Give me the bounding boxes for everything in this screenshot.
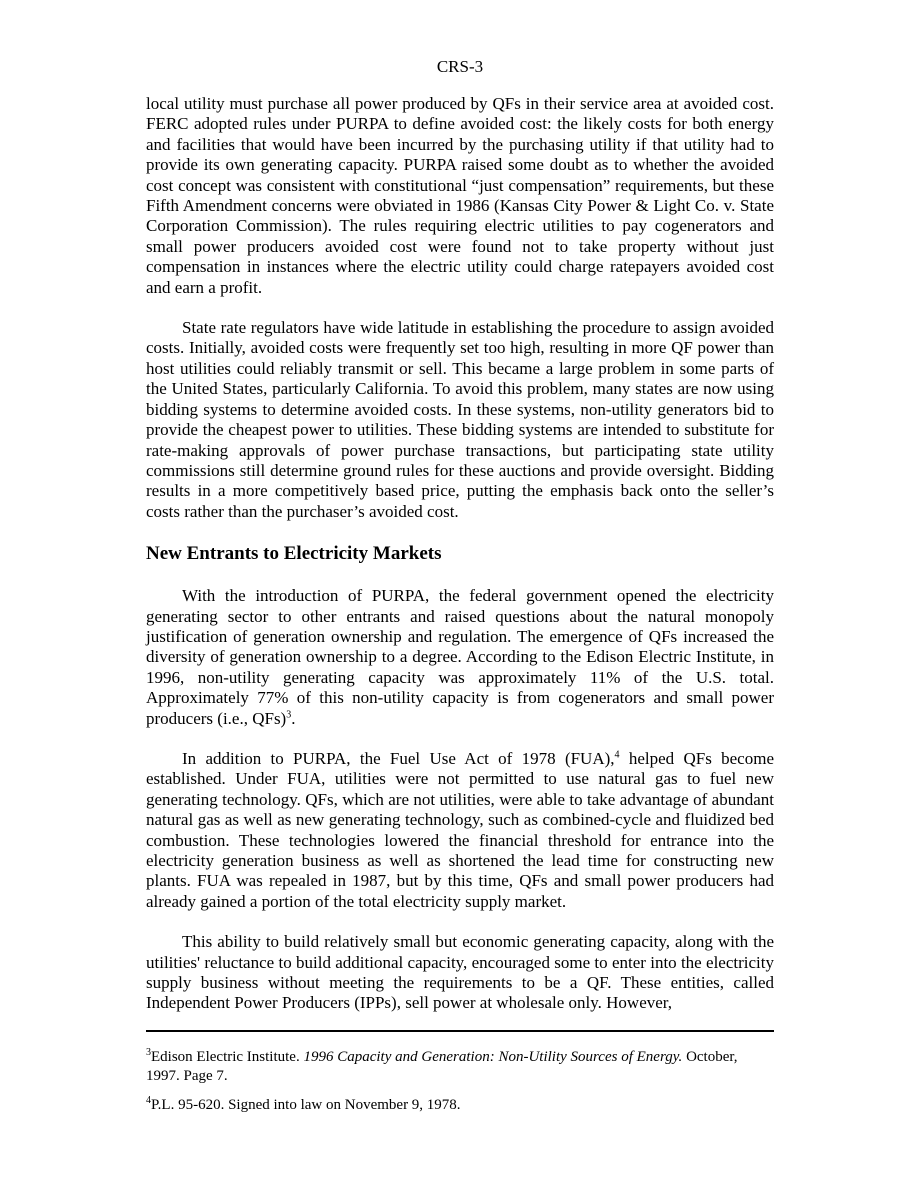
footnotes [146,1048,774,1125]
footnote-3 [146,1048,774,1086]
footnote-divider [146,1030,774,1032]
paragraph-new-entrants-end: . [291,708,296,728]
paragraph-fuel-use-act [146,749,774,912]
paragraph-new-entrants [146,586,774,729]
footnote-4 [146,1096,774,1115]
footnote-3-lead: Edison Electric Institute. [151,1049,304,1065]
footnote-ref-3[interactable]: 3 [286,708,292,720]
paragraph-state-regulators: State rate regulators have wide latitude in establishing the procedure to assign avoided costs. Initially, avoided costs were frequently set too high, resulting in more QF power than host utilities could reliably transmit or sell. This became a large problem in some parts of the United States, particularly California. To avoid this problem, many states are now using bidding systems to determine avoided costs. In these systems, non-utility generators bid to provide the cheapest power to utilities. These bidding systems are intended to substitute for rate-making approvals of power purchase transactions, but participating state utility commissions still determine ground rules for these auctions and provide oversight. Bidding results in a more competitively based price, putting the emphasis back onto the seller’s costs rather than the purchaser’s avoided cost. [146,318,774,521]
footnote-4-text: P.L. 95-620. Signed into law on November 9, 1978. [151,1097,461,1113]
paragraph-fua-rest: helped QFs become established. Under FUA, utilities were not permitted to use natural gas to fuel new generating technology. QFs, which are not utilities, were able to take advantage of abundant natural gas as well as new generating technology, such as combined-cycle and fluidized bed combustion. These technologies lowered the financial threshold for entrance into the electricity generation business as well as shortened the lead time for constructing new plants. FUA was repealed in 1987, but by this time, QFs and small power producers had already gained a portion of the total electricity supply market. [146,748,774,911]
paragraph-ipps: This ability to build relatively small but economic generating capacity, along with the utilities' reluctance to build additional capacity, encouraged some to enter into the electricity supply business without meeting the requirements to be a QF. These entities, called Independent Power Producers (IPPs), sell power at wholesale only. However, [146,932,774,1013]
footnote-3-title: 1996 Capacity and Generation: Non-Utility Sources of Energy. [303,1049,683,1065]
footnote-3-tail: October, 1997. Page 7. [146,1049,738,1084]
footnote-ref-4[interactable]: 4 [614,749,620,761]
page-header: CRS-3 [436,57,484,76]
paragraph-fua-start: In addition to PURPA, the Fuel Use Act of 1978 (FUA), [182,748,615,768]
paragraph-avoided-cost: local utility must purchase all power produced by QFs in their service area at avoided cost. FERC adopted rules under PURPA to define avoided cost: the likely costs for both energy and facilities that would have been incurred by the purchasing utility if that utility had to provide its own generating capacity. PURPA raised some doubt as to whether the avoided cost concept was consistent with constitutional “just compensation” requirements, but these Fifth Amendment concerns were obviated in 1986 (Kansas City Power & Light Co. v. State Corporation Commission). The rules requiring electric utilities to pay cogenerators and small power producers avoided cost were found not to take property without just compensation in instances where the electric utility could charge ratepayers avoided cost and earn a profit. [146,94,774,297]
section-heading: New Entrants to Electricity Markets [146,543,442,565]
footnote-3-number: 3 [146,1047,151,1058]
paragraph-new-entrants-text: With the introduction of PURPA, the federal government opened the electricity generating sector to other entrants and raised questions about the natural monopoly justification of generation ownership and regulation. The emergence of QFs increased the diversity of generation ownership to a degree. According to the Edison Electric Institute, in 1996, non-utility generating capacity was approximately 11% of the U.S. total. Approximately 77% of this non-utility capacity is from cogenerators and small power producers (i.e., QFs) [146,586,774,728]
body-text [146,94,774,1034]
footnote-4-number: 4 [146,1095,151,1106]
